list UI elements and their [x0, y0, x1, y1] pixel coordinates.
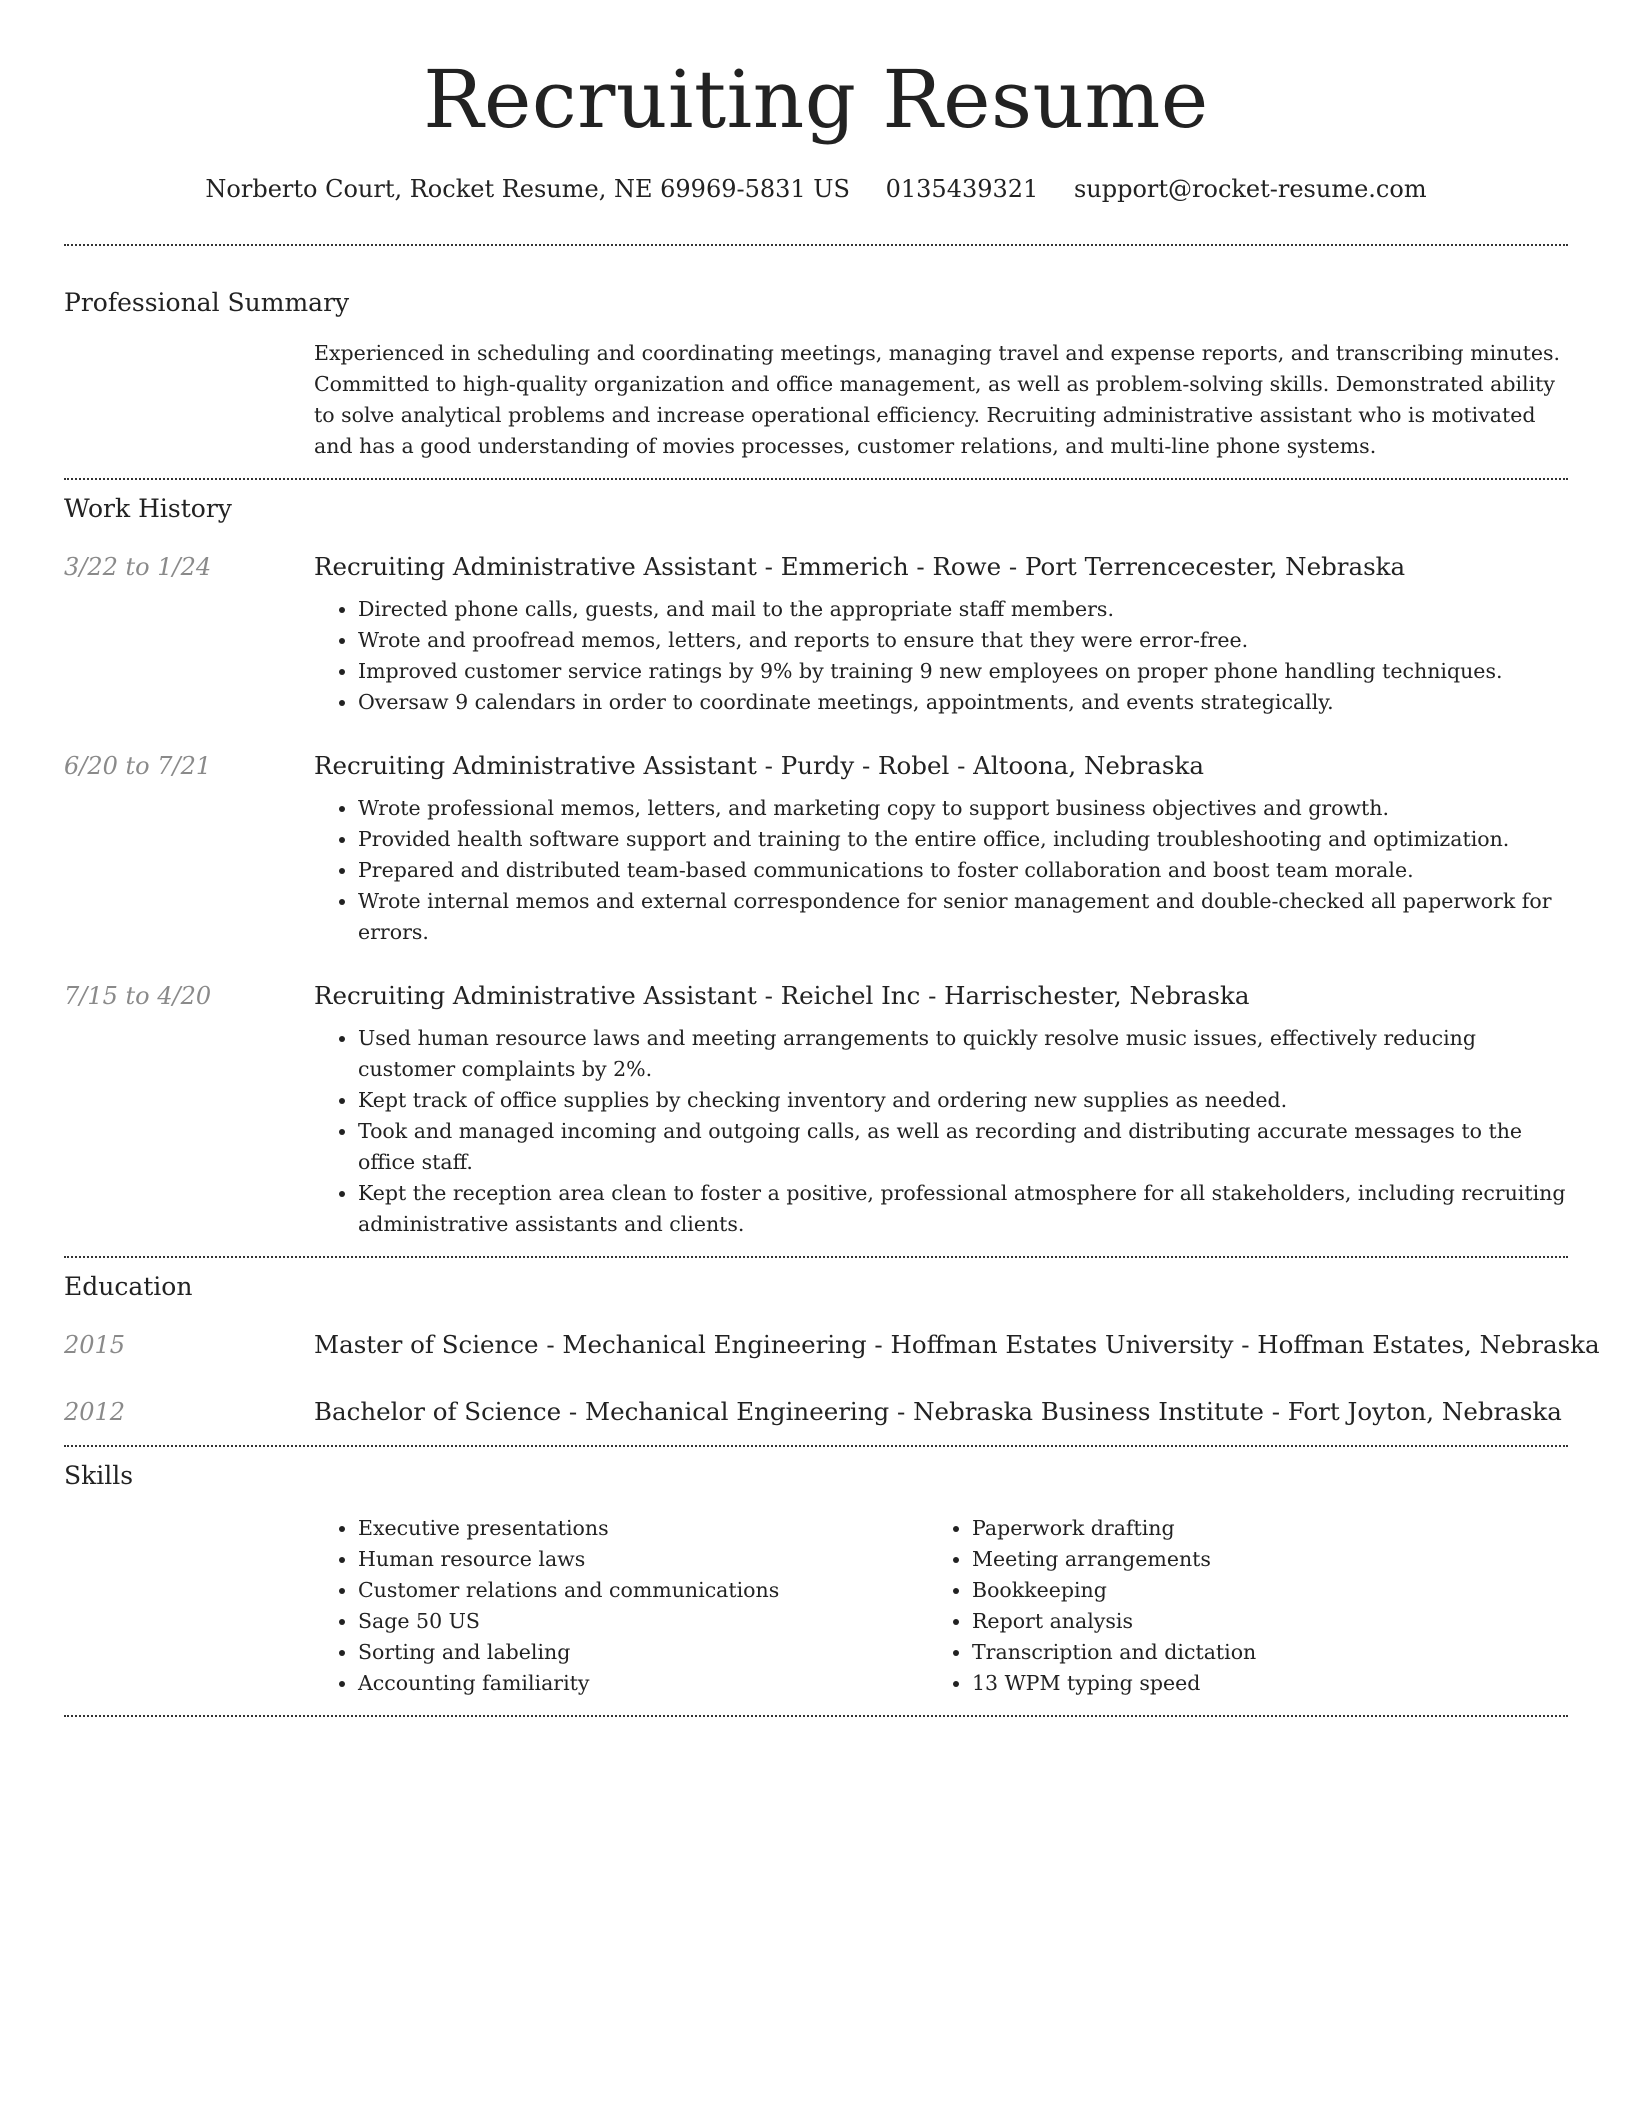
education-entry: [64, 1328, 1600, 1362]
job-title: Recruiting Administrative Assistant - Purdy - Robel - Altoona, Nebraska: [314, 751, 1204, 780]
skills-list-left: [314, 1513, 928, 1699]
education-year: 2012: [64, 1398, 126, 1426]
work-history-heading: Work History: [64, 494, 232, 523]
job-bullet: • Used human resource laws and meeting arrangements to quickly resolve music issues, effectively reducing customer complaints by 2%.: [358, 1023, 1568, 1085]
skills-list-right: [928, 1513, 1542, 1699]
job-dates: 3/22 to 1/24: [64, 553, 212, 581]
job-bullet: • Improved customer service ratings by 9% by training 9 new employees on proper phone handling techniques.: [358, 656, 1568, 687]
job-entry: [64, 749, 1568, 948]
education-section: [64, 1258, 1600, 1445]
skill-item: • Accounting familiarity: [358, 1668, 928, 1699]
education-degree: Master of Science - Mechanical Engineering - Hoffman Estates University - Hoffman Estates, Nebraska: [314, 1330, 1600, 1359]
contact-email: support@rocket-resume.com: [1073, 175, 1427, 203]
skill-item: • Customer relations and communications: [358, 1575, 928, 1606]
contact-line: [64, 172, 1568, 206]
job-bullets: [314, 594, 1568, 718]
job-entry: [64, 979, 1568, 1240]
skill-item: • 13 WPM typing speed: [972, 1668, 1542, 1699]
education-heading: Education: [64, 1272, 193, 1301]
job-title: Recruiting Administrative Assistant - Emmerich - Rowe - Port Terrencecester, Nebraska: [314, 552, 1406, 581]
education-entry: [64, 1395, 1568, 1429]
job-dates: 6/20 to 7/21: [64, 752, 212, 780]
skill-item: • Human resource laws: [358, 1544, 928, 1575]
job-bullet: • Wrote and proofread memos, letters, and reports to ensure that they were error-free.: [358, 625, 1568, 656]
job-bullet: • Took and managed incoming and outgoing calls, as well as recording and distributing accurate messages to the office staff.: [358, 1116, 1568, 1178]
job-bullet: • Prepared and distributed team-based communications to foster collaboration and boost team morale.: [358, 855, 1568, 886]
job-bullet: • Provided health software support and training to the entire office, including troubleshooting and optimization.: [358, 824, 1568, 855]
skill-item: • Sorting and labeling: [358, 1637, 928, 1668]
contact-address: Norberto Court, Rocket Resume, NE 69969-5831 US: [205, 175, 850, 203]
skill-item: • Report analysis: [972, 1606, 1542, 1637]
summary-heading: Professional Summary: [64, 288, 350, 317]
skill-item: • Sage 50 US: [358, 1606, 928, 1637]
skill-item: • Bookkeeping: [972, 1575, 1542, 1606]
education-year: 2015: [64, 1331, 126, 1359]
job-bullet: • Directed phone calls, guests, and mail to the appropriate staff members.: [358, 594, 1568, 625]
skills-section: [64, 1447, 1568, 1715]
skill-item: • Executive presentations: [358, 1513, 928, 1544]
skill-item: • Meeting arrangements: [972, 1544, 1542, 1575]
job-title: Recruiting Administrative Assistant - Reichel Inc - Harrischester, Nebraska: [314, 981, 1250, 1010]
job-entry: [64, 550, 1568, 718]
summary-section: [64, 246, 1568, 478]
job-bullet: • Oversaw 9 calendars in order to coordinate meetings, appointments, and events strategically.: [358, 687, 1568, 718]
skill-item: • Paperwork drafting: [972, 1513, 1542, 1544]
resume-page: [64, 0, 1600, 1717]
divider: [64, 1715, 1568, 1717]
work-history-section: [64, 480, 1568, 1256]
job-bullets: [314, 1023, 1568, 1240]
skill-item: • Transcription and dictation: [972, 1637, 1542, 1668]
job-bullet: • Wrote internal memos and external correspondence for senior management and double-checked all paperwork for errors.: [358, 886, 1568, 948]
contact-phone: 0135439321: [885, 175, 1039, 203]
job-bullet: • Kept the reception area clean to foster a positive, professional atmosphere for all stakeholders, including recruiting administrative assistants and clients.: [358, 1178, 1568, 1240]
job-bullet: • Kept track of office supplies by checking inventory and ordering new supplies as needed.: [358, 1085, 1568, 1116]
job-bullets: [314, 793, 1568, 948]
education-degree: Bachelor of Science - Mechanical Engineering - Nebraska Business Institute - Fort Joyton, Nebraska: [314, 1397, 1562, 1426]
job-bullet: • Wrote professional memos, letters, and marketing copy to support business objectives and growth.: [358, 793, 1568, 824]
summary-text: Experienced in scheduling and coordinating meetings, managing travel and expense reports, and transcribing minutes. Committed to high-quality organization and office management, as well as problem-solving skills. Demonstrated ability to solve analytical problems and increase operational efficiency. Recruiting administrative assistant who is motivated and has a good understanding of movies processes, customer relations, and multi-line phone systems.: [314, 341, 1560, 458]
skills-heading: Skills: [64, 1461, 134, 1490]
job-dates: 7/15 to 4/20: [64, 982, 212, 1010]
resume-title: Recruiting Resume: [423, 53, 1209, 146]
